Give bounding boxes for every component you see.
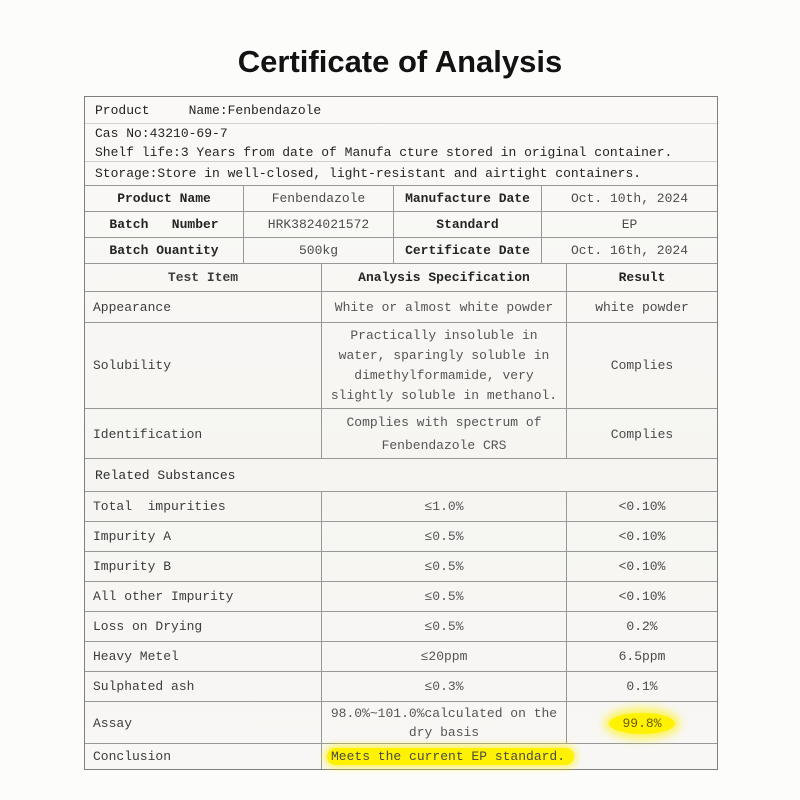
info-label-batch-quantity: Batch Ouantity: [109, 243, 219, 258]
test-spec: Practically insoluble in water, sparingly soluble in dimethylformamide, very slightly soluble in methanol.: [321, 323, 566, 408]
table-row-identification: [85, 409, 717, 459]
test-item-label: Assay: [93, 715, 133, 731]
col-header-result: Result: [566, 264, 717, 291]
test-item-label: Solubility: [93, 358, 172, 373]
test-item-label: All other Impurity: [93, 589, 234, 604]
test-item-label: Heavy Metel: [93, 649, 179, 664]
info-value-batch-quantity: 500kg: [243, 238, 393, 263]
table-row-sulphated-ash: [85, 672, 717, 702]
test-result: Complies: [566, 409, 717, 459]
test-item-label: Appearance: [93, 299, 172, 315]
table-row-loss-on-drying: [85, 612, 717, 642]
assay-result-highlight: 99.8%: [609, 713, 674, 734]
test-result: 0.2%: [566, 612, 717, 641]
col-header-test-item: Test Item: [167, 270, 239, 285]
test-spec: 98.0%~101.0%calculated on the dry basis: [321, 702, 566, 744]
test-item-label: Impurity B: [93, 559, 172, 574]
test-item-label: Impurity A: [93, 529, 172, 544]
test-result: white powder: [566, 292, 717, 322]
shelf-life-text: Shelf life:3 Years from date of Manufa cture stored in original container.: [95, 144, 673, 160]
conclusion-cell: [321, 744, 717, 769]
section-related-substances: [85, 459, 717, 492]
info-label-batch-number: Batch Number: [109, 217, 219, 232]
storage-line: [85, 162, 717, 186]
test-spec: ≤0.5%: [321, 552, 566, 581]
cas-number-text: Cas No:43210-69-7: [95, 125, 228, 141]
test-spec: ≤0.5%: [321, 582, 566, 611]
cas-shelf-block: [85, 124, 717, 162]
test-result: Complies: [566, 323, 717, 408]
test-result: [566, 702, 717, 744]
table-row-all-other-impurity: [85, 582, 717, 612]
info-label-product-name: Product Name: [117, 191, 211, 206]
test-result: 0.1%: [566, 672, 717, 701]
test-result: 6.5ppm: [566, 642, 717, 671]
info-row-product: [85, 186, 717, 212]
info-row-batch-number: [85, 212, 717, 238]
test-item-label: Conclusion: [93, 749, 172, 764]
test-result: <0.10%: [566, 522, 717, 551]
table-row-impurity-b: [85, 552, 717, 582]
certificate-table: [84, 96, 718, 770]
conclusion-highlight: Meets the current EP standard.: [327, 748, 574, 765]
test-item-label: Loss on Drying: [93, 619, 203, 634]
test-spec: ≤0.5%: [321, 522, 566, 551]
info-value-product-name: Fenbendazole: [243, 186, 393, 211]
info-value-manufacture-date: Oct. 10th, 2024: [541, 186, 717, 211]
col-header-analysis-specification: Analysis Specification: [321, 264, 566, 291]
test-spec: White or almost white powder: [321, 292, 566, 322]
info-value-standard: EP: [541, 212, 717, 237]
table-row-impurity-a: [85, 522, 717, 552]
info-label-certificate-date: Certificate Date: [393, 238, 541, 263]
test-spec: ≤1.0%: [321, 492, 566, 521]
info-row-batch-quantity: [85, 238, 717, 264]
storage-text: Storage:Store in well-closed, light-resistant and airtight containers.: [95, 166, 642, 181]
test-result: <0.10%: [566, 552, 717, 581]
test-spec: ≤0.5%: [321, 612, 566, 641]
page-title: Certificate of Analysis: [237, 44, 563, 79]
test-item-label: Total impurities: [93, 499, 226, 514]
info-value-certificate-date: Oct. 16th, 2024: [541, 238, 717, 263]
table-row-heavy-metel: [85, 642, 717, 672]
table-row-total-impurities: [85, 492, 717, 522]
test-spec: ≤20ppm: [321, 642, 566, 671]
table-row-solubility: [85, 323, 717, 409]
section-label: Related Substances: [95, 467, 236, 483]
test-spec: ≤0.3%: [321, 672, 566, 701]
info-value-batch-number: HRK3824021572: [243, 212, 393, 237]
table-row-appearance: [85, 292, 717, 323]
test-item-label: Sulphated ash: [93, 679, 195, 694]
test-spec: Complies with spectrum of Fenbendazole CRS: [321, 409, 566, 459]
table-row-conclusion: [85, 744, 717, 769]
test-table-header: [85, 264, 717, 292]
test-result: <0.10%: [566, 582, 717, 611]
info-label-manufacture-date: Manufacture Date: [393, 186, 541, 211]
product-name-text: Product Name:Fenbendazole: [95, 102, 322, 118]
table-row-assay: [85, 702, 717, 744]
test-result: <0.10%: [566, 492, 717, 521]
product-name-line: [85, 97, 717, 124]
test-item-label: Identification: [93, 426, 203, 442]
info-label-standard: Standard: [393, 212, 541, 237]
